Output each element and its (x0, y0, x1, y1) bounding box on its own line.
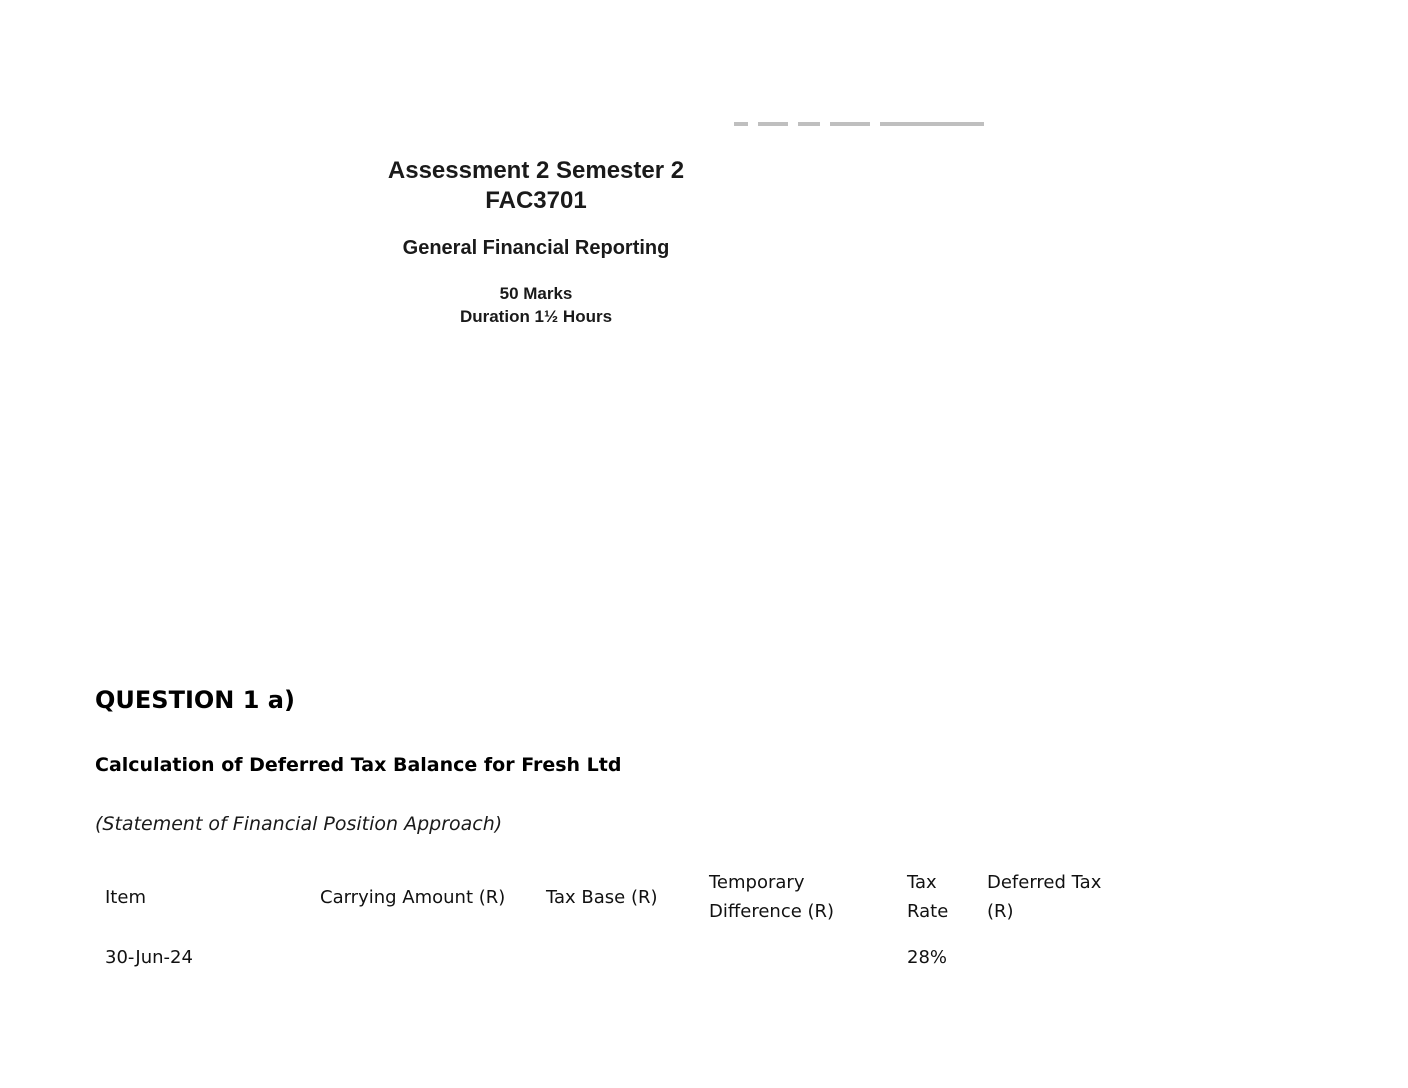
assessment-title: Assessment 2 Semester 2 (387, 157, 685, 184)
table-header-row (95, 866, 1137, 928)
header-tax-base: Tax Base (R) (546, 886, 658, 908)
header-tax-rate: Tax Rate (907, 872, 949, 922)
cell-tax-rate: 28% (907, 946, 948, 968)
exam-duration: Duration 1½ Hours (459, 307, 613, 326)
cell-tax-base (536, 928, 699, 986)
table-row (95, 928, 1137, 986)
cell-item: 30-Jun-24 (105, 946, 193, 968)
header-carrying-amount: Carrying Amount (R) (320, 886, 506, 908)
approach-note: (Statement of Financial Position Approach) (95, 813, 503, 835)
scan-artifact (734, 121, 1010, 127)
header-deferred-tax: Deferred Tax (R) (987, 872, 1102, 922)
cell-carrying-amount (310, 928, 536, 986)
module-code: FAC3701 (485, 187, 587, 214)
cover-block (336, 156, 736, 328)
total-marks: 50 Marks (499, 284, 573, 303)
header-item: Item (105, 886, 146, 908)
subject-title: General Financial Reporting (402, 237, 670, 259)
deferred-tax-table (95, 866, 1137, 986)
cell-deferred-tax (977, 928, 1137, 986)
question-heading: QUESTION 1 a) (95, 686, 295, 714)
calculation-heading: Calculation of Deferred Tax Balance for Fresh Ltd (95, 754, 622, 776)
header-temporary-difference: Temporary Difference (R) (709, 872, 835, 922)
cell-temporary-difference (699, 928, 897, 986)
